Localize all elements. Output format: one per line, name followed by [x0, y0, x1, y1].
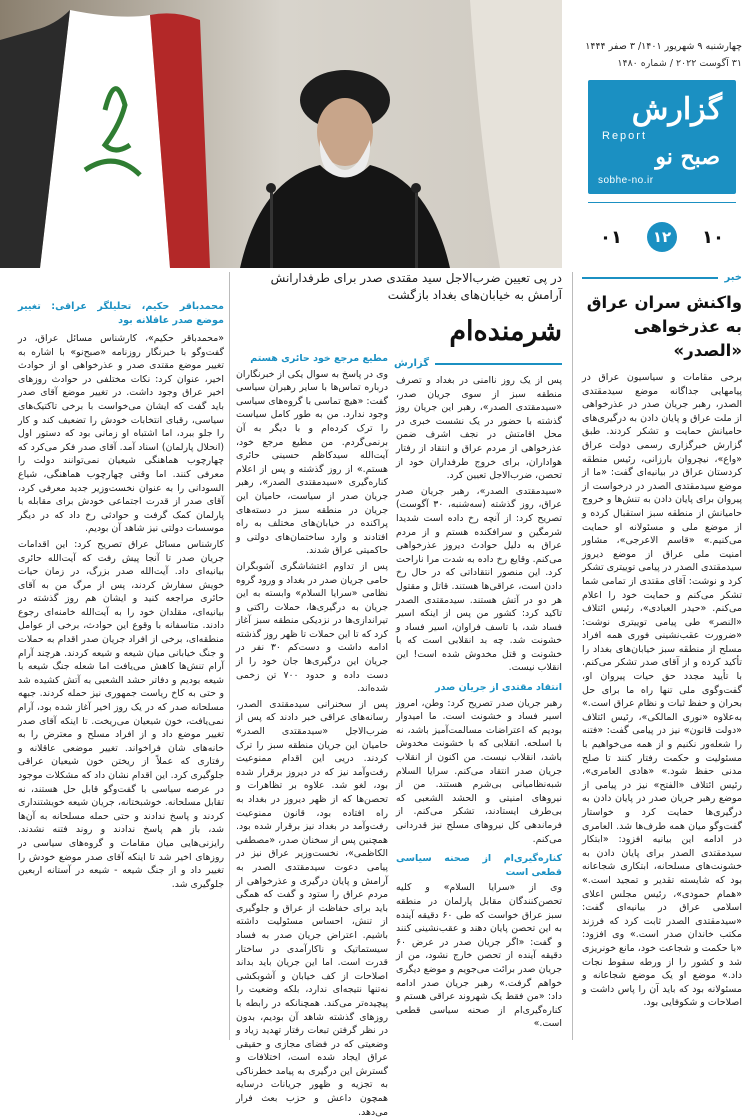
kicker-label: خبر: [724, 272, 742, 283]
page-current: ۱۲: [647, 222, 677, 252]
paragraph: پس از تداوم اغتشاشگری آشوبگران حامی جریان صدر در بغداد و ورود گروه نظامی «سرایا السلام» وابسته به این جریان به درگیری‌ها، حملات راکتی و تیراندازی‌ها در نزدیکی منطقه سبز آغاز کرد که تا این حملات تا ظهر روز گذشته ادامه داشت و دست‌کم ۳۰ نفر در جریان این درگیری‌ها جان خود را از دست داده و حدود ۷۰۰ تن زخمی شده‌اند.: [236, 560, 388, 695]
sidebar-kicker: [582, 272, 742, 283]
site-url: sobhe-no.ir: [598, 175, 654, 186]
subhead: در پی تعیین ضرب‌الاجل سید مقتدی صدر برای طرفدارانش آرامش به خیابان‌های بغداد بازگشت: [270, 271, 562, 302]
iraq-flag-icon: [0, 10, 210, 268]
main-headline-block: [236, 270, 562, 347]
date-line: چهارشنبه ۹ شهریور ۱۴۰۱/ ۳ صفر ۱۴۴۴: [585, 41, 742, 52]
paragraph: وی در پاسخ به سوال یکی از خبرنگاران درباره تماس‌ها با سایر رهبران سیاسی گفت: «هیچ تماسی با گروه‌های سیاسی وجود ندارد. من به طور کامل سیاست را ترک کرده‌ام و با دیگر به آن برنمی‌گردم. من مطیع مرجع خود، آیت‌الله سیدکاظم حسینی حائری هستم.» از روز گذشته و پس از اعلام کناره‌گیری «سیدمقتدی الصدر»، رهبر جریان صدر از سیاست، حامیان این جریان در منطقه سبز در دسته‌های پراکنده در خیابان‌های مختلف به راه افتادند و وارد ساختمان‌های دولتی و حاکمیتی عراق شدند.: [236, 368, 388, 557]
interview-heading: محمدباقر حکیم، تحلیلگر عراقی: تغییر موضع صدر عاقلانه بود: [18, 301, 224, 326]
paragraph: کارشناس مسائل عراق تصریح کرد: این اقدامات جریان صدر تا آنجا پیش رفت که آیت‌الله حائری بیانیه‌ای داد. آیت‌الله صدر بزرگ، در زمان حیات خویش سفارش کردند، پس از مرگ من به آقای حائری مراجعه کنید و ایشان هم روز گذشته در بیانیه‌ای، مقلدان خود را به آیت‌الله خامنه‌ای رجوع دادند. متاسفانه با وقوع این حوادث، برخی از عوامل منطقه‌ای، برخی از افراد جریان صدر اقدام به حملات و جنگ خیابانی میان شیعه و شیعه کردند. هرچند آرام آرام تنش‌ها کاهش می‌یافت اما شعله جنگ شیعه با شیعه بودیم و دفاتر حشد الشعبی به آتش کشیده شد و حتی به کاخ ریاست جمهوری نیز حمله کردند. جبهه مسلحانه صدر که در یک روز اخیر آغاز شده بود، آرام نمی‌یافت، خون شیعیان می‌ریخت. تا اینکه آقای صدر تغییر موضع داد و از افراد مسلح و معترض را به خانه‌های شان فراخواند. تغییر موضعی عاقلانه و رفتاری که عملاً از ریختن خون شیعیان عراقی جلوگیری کرد. این اقدام نشان داد که مشکلات موجود در عرصه سیاسی با گفت‌وگو قابل حل هستند، نه تقابل مسلحانه. خوشبختانه، جریان شیعه خویشتنداری کردند و پاسخ ندادند و حتی حمله مسلحانه به آن‌ها شد، باز هم پاسخ ندادند و روند فتنه نشدند. رایزنی‌هایی میان مقامات و گروه‌های سیاسی در روزهای اخیر شد تا اینکه آقای صدر موضع خودش را تغییر داد و از جنگ شیعه - شیعه در آستانه اربعین جلوگیری شد.: [18, 538, 224, 890]
column-divider: [572, 272, 573, 1040]
sidebar-article: [582, 272, 742, 1040]
interview-column: [18, 300, 224, 1036]
page-number-bar: [600, 222, 724, 252]
paragraph: پس از یک روز ناامنی در بغداد و تصرف منطقه سبز از سوی جریان صدر، «سیدمقتدی الصدر»، رهبر این جریان روز گذشته با حضور در یک نشست خبری در محل اقامتش در نجف اشرف ضمن عذرخواهی از مردم عراق و انتقاد از رفتار هواداران، برای خروج طرفداران خود از تحصن، ضرب‌الاجل تعیین کرد.: [396, 375, 562, 482]
brand-logo: صبح نو: [655, 144, 720, 170]
issue-date: [582, 40, 742, 71]
section-latin: Report: [602, 130, 648, 142]
main-photo: [0, 0, 562, 268]
page-prev: ۱۰: [702, 226, 724, 248]
paragraph: رهبر جریان صدر تصریح کرد: وطن، امروز اسیر فساد و خشونت است. ما امیدوار بودیم که اعتراضات مسالمت‌آمیز باشد، نه با اسلحه. انقلابی که با خشونت مخدوش باشد، انقلاب نیست. من اکنون از انقلاب جریان صدر انتقاد می‌کنم. سرایا السلام شبه‌نظامیانی بی‌شرم هستند. من از نیروهای امنیتی و الحشد الشعبی که بی‌طرف ایستادند، تشکر می‌کنم. از فرماندهی کل نیروهای مسلح نیز قدردانی می‌کنم.: [396, 697, 562, 845]
subheading: انتقاد مقتدی از جریان صدر: [435, 682, 562, 694]
subheading: کناره‌گیری‌ام از صحنه سیاسی قطعی است: [396, 853, 562, 878]
subheading: مطیع مرجع خود حائری هستم: [250, 353, 388, 364]
issue-meta: ۳۱ آگوست ۲۰۲۲ / شماره ۱۴۸۰: [617, 58, 742, 69]
report-tag: [394, 358, 562, 369]
sidebar-title: واکنش سران عراق به عذرخواهی «الصدر»: [586, 293, 742, 360]
story-column-2: [236, 346, 388, 1118]
column-divider: [229, 272, 230, 1040]
section-logo: [588, 80, 736, 194]
paragraph: پس از سخنرانی سیدمقتدی الصدر، رسانه‌های عراقی خبر دادند که پس از ضرب‌الاجل «سیدمقتدی الصدر» حامیان این جریان منطقه سبز را ترک کردند. دریی این اقدام ممنوعیت رفت‌وآمد نیز که در دیروز برقرار شده بود، لغو شد. علاوه بر تظاهرات و تحصن‌ها که از ظهر دیروز در بغداد به راه افتاده بود، قانون ممنوعیت رفت‌وآمد در بغداد نیز برقرار شده بود. همچنین پس از سخنان صدر، «مصطفی الکاظمی»، نخست‌وزیر عراق نیز در پیامی دعوت سیدمقتدی الصدر به آرامش و پایان درگیری و عذرخواهی از مردم عراق را ستود و گفت که همگی باید برای حفاظت از عراق و جلوگیری از تنش، احساس مسئولیت داشته باشیم. اعتراض جریان صدر به فساد سیستماتیک و ناکارآمدی در ساختار قدرت است. اما این جریان باید بداند اصلاحات از کف خیابان و آشوبکشی نه‌تنها نتیجه‌ای ندارد، بلکه وضعیت را پیچیده‌تر می‌کند. همچنانکه در رابطه با روزهای گذشته شاهد آن بودیم، بدون در نظر گرفتن تبعات رفتار تهدید زیاد و وضعیتی که در فضای مجازی و حقیقی عراق ایجاد شده است، اختلافات و گسترش این درگیری به پیامد خطرناکی به تجزیه و ظهور جریانات درسایه همچون داعش و حزب بعث فرار می‌دهد.: [236, 698, 388, 1118]
paragraph: وی از «سرایا السلام» و کلیه تحصن‌کنندگان مقابل پارلمان در منطقه سبز عراق خواست که طی ۶۰ دقیقه آینده به این تحصن پایان دهند و عقب‌نشینی کنند و گفت: «اگر جریان صدر در عرض ۶۰ دقیقه آینده از تحصن خارج نشود، من از جریان صدر برائت می‌جویم و موضع دیگری خواهم گرفت.» رهبر جریان صدر ادامه داد: «من فقط یک شهروند عراقی هستم و کناره‌گیری‌ام از صحنه سیاسی قطعی است.»: [396, 882, 562, 1030]
page-next: ۰۱: [600, 226, 622, 248]
paragraph: «محمدباقر حکیم»، کارشناس مسائل عراق، در گفت‌وگو با خبرنگار روزنامه «صبح‌نو» با اشاره به تغییر موضع مقتدی صدر و عذرخواهی او از حوادث اخیر، عنوان کرد: نکات مختلفی در حوادث روزهای اخیر عراق وجود داشت. در تغییر موضع آقای صدر باید گفت که ایشان می‌خواست با برخی تاکتیک‌های سیاسی، رقبای انتخابات خودش را تضعیف کند و کار را جلو ببرد، اما اشتباه او زمانی بود که دستور اول (انحلال پارلمان) اسناد آمد. آقای صدر فکر می‌کرد که چهارچوب هماهنگی شیعیان نمی‌توانند دولت را معرفی کنند. اما وقتی چهارچوب هماهنگی، شیاع السودانی را به عنوان نخست‌وزیر جدید معرفی کرد، آقای صدر از قدرت اجتماعی خودش برای مقابله با پارلمان کمک گرفت و حوادثی رخ داد که در دیگر موسسات دولتی نیز شاهد آن بودیم.: [18, 333, 224, 535]
masthead: [572, 0, 750, 268]
kicker-rule: [582, 277, 718, 279]
paragraph: «سیدمقتدی الصدر»، رهبر جریان صدر عراق، روز گذشته (سه‌شنبه، ۳۰ آگوست) تصریح کرد: از آنچه رخ داده است شدیدا شرمگین و سرافکنده هستم و از مردم عراق به دلیل حوادث دیروز عذرخواهی می‌کنم. وقایع رخ داده به شدت مرا ناراحت کرد. این منصور انتقاداتی که در حال رخ دادن است، عراقی‌ها هستند. قاتل و مقتول هر دو در آتش هستند. سیدمقتدی الصدر تاکید کرد: کشور من پس از اینکه اسیر فساد شد، با تاسف فراوان، اسیر فساد و خشونت شد. چه بد انقلابی است که با خشونت و قتل مخدوش شده است! این انقلاب نیست.: [396, 485, 562, 674]
sidebar-body: برخی مقامات و سیاسیون عراق در پیامهایی جداگانه موضع سیدمقتدی الصدر، رهبر جریان صدر در عذرخواهی از ملت عراق و پایان دادن به درگیری‌های حامیانش حمایت و تشکر کردند. طبق گزارش خبرگزاری رسمی دولت عراق «واع»، نیچروان بارزانی، رئیس منطقه کردستان عراق در بیانیه‌ای گفت: «ما از موضع سیدمقتدی الصدر در درخواست از پیروان برای پایان دادن به تنش‌ها و خروج حامیانش از منطقه سبز استقبال کرده و از موضع ملی و مسئولانه او حمایت می‌کنیم.» «قاسم الاعرجی»، مشاور امنیت ملی عراق از موضع دیروز سیدمقتدی الصدر در پیامی توییتری تشکر کرد و نوشت: آقای مقتدی از تمامی شما تشکر می‌کنم و حمایت خود را اعلام می‌کنم. «حیدر العبادی»، رئیس ائتلاف «النصر» طی پیامی توییتری نوشت: «ضرورت عقب‌نشینی فوری همه افراد مسلح از منطقه سبز خیابان‌های بغداد را تأکید کرده و از آقای صدر تشکر می‌کنم. با تأیید مجدد حق حیات پیروان او، گفت‌وگوی ملی تنها راه ما برای حل بحران و حفظ ثبات و نظام عراق است.» به‌علاوه «نوری المالکی»، رئیس ائتلاف «دولت قانون» نیز در پیامی گفت: «فتنه را شعله‌ور نکنیم و از همه می‌خواهیم با مسئولیت و حکمت رفتار کنند تا صلح مدنی حفظ شود.» «هادی العامری»، رئیس ائتلاف «الفتح» نیز در پیامی از موضع رهبر جریان صدر در پایان دادن به درگیری‌ها حمایت کرد و خواستار گفت‌وگو میان همه طرف‌ها شد. العامری در ادامه این بیانیه افزود: «ابتکار سیدمقتدی الصدر برای پایان دادن به خشونت‌های مسلحانه، ابتکاری شجاعانه بود که شایسته تقدیر و تمجید است.» «همام حمودی»، رئیس مجلس اعلای اسلامی عراق در بیانیه‌ای گفت: «سیدمقتدی الصدر ثابت کرد که فرزند مکتب خاندان صدر است.» وی افزود: «با حکمت و شجاعت خود، مانع خونریزی شد و کشور را از ورطه سقوط نجات داد.» موضع او یک موضع شجاعانه و مسئولانه بود که باید آن را پاس داشت و اصلاحات و شکوفایی بود.: [582, 372, 742, 1009]
report-rule: [435, 363, 562, 365]
section-word: گزارش: [631, 92, 722, 127]
headline: شرمنده‌ام: [449, 316, 562, 347]
report-label: گزارش: [394, 358, 430, 369]
masthead-rule: [588, 202, 736, 203]
story-column-1: [396, 374, 562, 1036]
cleric-press-conference-photo: [0, 0, 562, 268]
